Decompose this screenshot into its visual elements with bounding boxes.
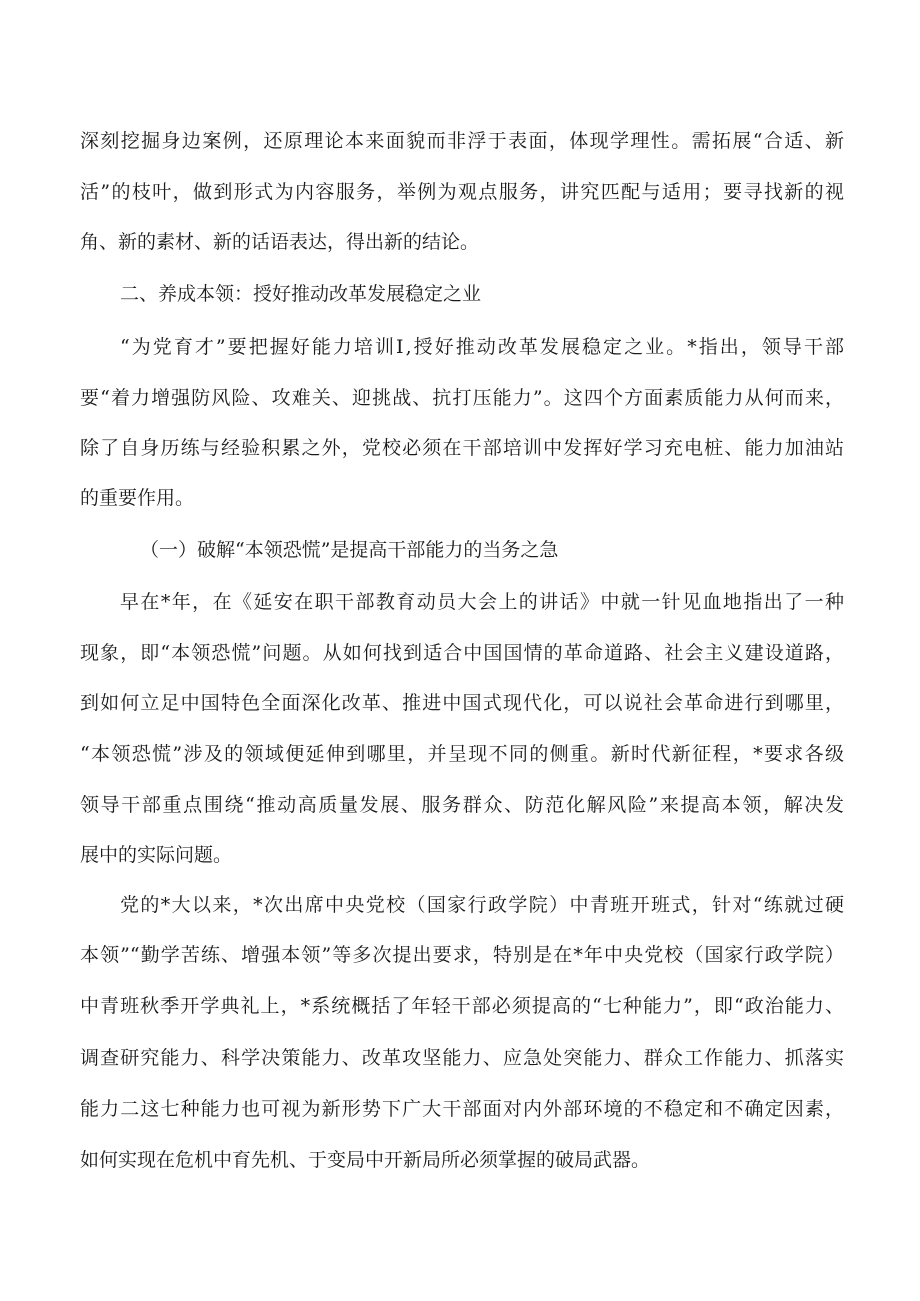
body-text-line: 的重要作用。 bbox=[80, 487, 195, 509]
body-text-line: “本领恐慌”涉及的领域便延伸到哪里，并呈现不同的侧重。新时代新征程，*要求各级 bbox=[80, 743, 844, 765]
body-text-line: 党的*大以来，*次出席中央党校（国家行政学院）中青班开班式，针对“练就过硬 bbox=[120, 894, 844, 916]
body-text-line: 领导干部重点围绕“推动高质量发展、服务群众、防范化解风险”来提高本领，解决发 bbox=[80, 794, 844, 816]
body-text-line: 现象，即“本领恐慌”问题。从如何找到适合中国国情的革命道路、社会主义建设道路， bbox=[80, 642, 844, 664]
body-text-line: 要“着力增强防风险、攻难关、迎挑战、抗打压能力”。这四个方面素质能力从何而来， bbox=[80, 387, 844, 409]
subsection-heading: （一）破解“本领恐慌”是提高干部能力的当务之急 bbox=[140, 539, 559, 561]
body-text-line: 到如何立足中国特色全面深化改革、推进中国式现代化，可以说社会革命进行到哪里， bbox=[80, 692, 844, 714]
body-text-line: 中青班秋季开学典礼上，*系统概括了年轻干部必须提高的“七种能力”，即“政治能力、 bbox=[80, 995, 844, 1017]
body-text-line: 深刻挖掘身边案例，还原理论本来面貌而非浮于表面，体现学理性。需拓展“合适、新 bbox=[80, 130, 844, 152]
body-text-line: 本领”“勤学苦练、增强本领”等多次提出要求，特别是在*年中央党校（国家行政学院） bbox=[80, 944, 844, 966]
body-text-line: 展中的实际问题。 bbox=[80, 844, 233, 866]
section-heading: 二、养成本领：授好推动改革发展稳定之业 bbox=[120, 283, 482, 305]
body-text-line: 能力二这七种能力也可视为新形势下广大干部面对内外部环境的不稳定和不确定因素， bbox=[80, 1098, 844, 1120]
body-text-line: 如何实现在危机中育先机、于变局中开新局所必须掌握的破局武器。 bbox=[80, 1149, 651, 1171]
body-text-line: 活”的枝叶，做到形式为内容服务，举例为观点服务，讲究匹配与适用；要寻找新的视 bbox=[80, 181, 844, 203]
body-text-line: 早在*年，在《延安在职干部教育动员大会上的讲话》中就一针见血地指出了一种 bbox=[120, 591, 844, 613]
body-text-line: 除了自身历练与经验积累之外，党校必须在干部培训中发挥好学习充电桩、能力加油站 bbox=[80, 437, 844, 459]
body-text-line: 调查研究能力、科学决策能力、改革攻坚能力、应急处突能力、群众工作能力、抓落实 bbox=[80, 1047, 844, 1069]
body-text-line: 角、新的素材、新的话语表达，得出新的结论。 bbox=[80, 231, 480, 253]
body-text-line: “为党育才”要把握好能力培训Ⅰ,授好推动改革发展稳定之业。*指出，领导干部 bbox=[120, 336, 844, 358]
